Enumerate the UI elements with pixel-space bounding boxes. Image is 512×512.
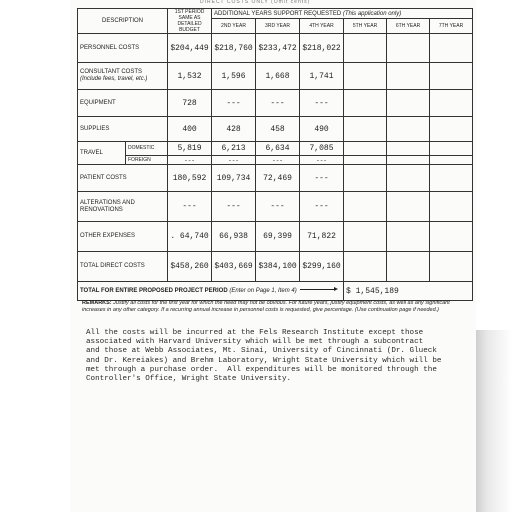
row-label: TRAVEL (78, 142, 126, 165)
table-row (78, 142, 473, 156)
year-header: 6TH YEAR (387, 19, 430, 34)
table-row (78, 34, 473, 63)
table-cell: $218,760 (212, 34, 256, 63)
table-row (78, 192, 473, 222)
table-cell: 6,634 (256, 142, 300, 156)
table-cell: 5,819 (168, 142, 212, 156)
table-cell: 1,532 (168, 63, 212, 90)
row-label: PERSONNEL COSTS (78, 34, 168, 63)
remarks-text: Justify all costs for the first year for which the need may not be obvious. For future years, justify equipment costs, as well as any significant increases in any other category. If a recurring annual increase in personnel costs is requested, give percentage. (Use continuation page if needed.) (82, 300, 450, 313)
table-cell (344, 34, 387, 63)
additional-years-header (212, 9, 473, 19)
year-header: 7TH YEAR (430, 19, 473, 34)
table-cell (344, 90, 387, 117)
table-cell (387, 90, 430, 117)
table-cell: 1,668 (256, 63, 300, 90)
table-cell: 400 (168, 117, 212, 142)
page-edge-shadow (476, 330, 512, 512)
table-row (78, 156, 473, 165)
table-cell (387, 222, 430, 252)
table-cell: 109,734 (212, 165, 256, 192)
row-sublabel: FOREIGN (126, 156, 168, 165)
table-cell (344, 156, 387, 165)
table-cell: --- (256, 156, 300, 165)
total-period-label (78, 282, 344, 301)
text-line: All the costs will be incurred at the Fels Research Institute except those (86, 329, 424, 337)
row-label (78, 63, 168, 90)
year-header: 2ND YEAR (212, 19, 256, 34)
budget-table (77, 8, 473, 301)
table-cell (430, 252, 473, 282)
first-period-header: 1ST PERIOD SAME AS DETAILED BUDGET (168, 9, 212, 34)
table-cell (430, 156, 473, 165)
table-cell (387, 34, 430, 63)
table-cell (344, 165, 387, 192)
table-cell (344, 63, 387, 90)
total-row (78, 282, 473, 301)
row-label-text: CONSULTANT COSTS (80, 69, 143, 75)
row-label: PATIENT COSTS (78, 165, 168, 192)
table-cell: 458 (256, 117, 300, 142)
table-cell (344, 252, 387, 282)
year-header: 4TH YEAR (300, 19, 344, 34)
table-cell: 1,741 (300, 63, 344, 90)
year-header: 3RD YEAR (256, 19, 300, 34)
table-cell (387, 117, 430, 142)
total-period-note: (Enter on Page 1, Item 4) (229, 287, 297, 294)
table-cell: 72,469 (256, 165, 300, 192)
additional-years-note: (This application only) (342, 10, 402, 17)
table-cell: --- (300, 90, 344, 117)
table-cell (387, 142, 430, 156)
total-period-value: $ 1,545,189 (344, 282, 473, 301)
table-cell: . 64,740 (168, 222, 212, 252)
table-cell (387, 156, 430, 165)
table-cell (430, 165, 473, 192)
table-cell (430, 192, 473, 222)
table-cell (344, 192, 387, 222)
table-cell (387, 252, 430, 282)
text-line: and those at Webb Associates, Mt. Sinai, University of Cincinnati (Dr. Glueck (86, 347, 437, 356)
row-label: EQUIPMENT (78, 90, 168, 117)
table-cell: --- (212, 90, 256, 117)
table-cell (430, 34, 473, 63)
table-cell: --- (300, 156, 344, 165)
table-cell: $384,100 (256, 252, 300, 282)
table-cell: 7,085 (300, 142, 344, 156)
row-label: SUPPLIES (78, 117, 168, 142)
table-cell (430, 117, 473, 142)
justification-text (86, 329, 476, 384)
header-strip: DIRECT COSTS ONLY (Omit cents) (200, 0, 311, 5)
arrow-icon (300, 289, 336, 290)
table-cell: 180,592 (168, 165, 212, 192)
table-cell (430, 222, 473, 252)
table-cell: $204,449 (168, 34, 212, 63)
remarks (82, 300, 472, 314)
total-period-text: TOTAL FOR ENTIRE PROPOSED PROJECT PERIOD (80, 287, 228, 294)
table-cell (387, 165, 430, 192)
description-header: DESCRIPTION (78, 9, 168, 34)
table-row (78, 117, 473, 142)
table-cell (430, 63, 473, 90)
table-row (78, 63, 473, 90)
text-line: Controller's Office, Wright State University. (86, 375, 292, 384)
table-cell (430, 142, 473, 156)
table-cell: $403,669 (212, 252, 256, 282)
table-row (78, 252, 473, 282)
table-cell: --- (168, 192, 212, 222)
table-cell: $299,160 (300, 252, 344, 282)
row-label: OTHER EXPENSES (78, 222, 168, 252)
row-label: TOTAL DIRECT COSTS (78, 252, 168, 282)
table-cell (387, 63, 430, 90)
table-cell: 490 (300, 117, 344, 142)
text-line: associated with Harvard University which will be met through a subcontract (86, 338, 424, 347)
row-label: ALTERATIONS AND RENOVATIONS (78, 192, 168, 222)
table-cell (344, 117, 387, 142)
header-row-1 (78, 9, 473, 19)
table-row (78, 90, 473, 117)
year-header: 5TH YEAR (344, 19, 387, 34)
table-cell: $458,260 (168, 252, 212, 282)
table-cell: 69,399 (256, 222, 300, 252)
table-cell: $233,472 (256, 34, 300, 63)
row-sublabel: (Include fees, travel, etc.) (80, 76, 148, 82)
table-cell: 66,938 (212, 222, 256, 252)
table-cell: 1,596 (212, 63, 256, 90)
table-row (78, 222, 473, 252)
remarks-heading: REMARKS: (82, 300, 112, 306)
table-cell: 71,822 (300, 222, 344, 252)
table-cell: 728 (168, 90, 212, 117)
table-cell: --- (256, 90, 300, 117)
table-cell (344, 142, 387, 156)
table-cell (344, 222, 387, 252)
table-cell (387, 192, 430, 222)
row-sublabel: DOMESTIC (126, 142, 168, 156)
table-cell: --- (212, 156, 256, 165)
table-cell: 428 (212, 117, 256, 142)
table-cell: --- (300, 192, 344, 222)
table-cell (430, 90, 473, 117)
table-cell: --- (212, 192, 256, 222)
table-cell: --- (168, 156, 212, 165)
text-line: and Dr. Kereiakes) and Brehm Laboratory, Wright State University which will be (86, 356, 442, 365)
table-row (78, 165, 473, 192)
table-cell: --- (300, 165, 344, 192)
table-cell: 6,213 (212, 142, 256, 156)
additional-years-label: ADDITIONAL YEARS SUPPORT REQUESTED (214, 10, 342, 17)
text-line: met through a purchase order. All expenditures will be monitored through the (86, 365, 437, 374)
table-cell: --- (256, 192, 300, 222)
table-cell: $218,022 (300, 34, 344, 63)
